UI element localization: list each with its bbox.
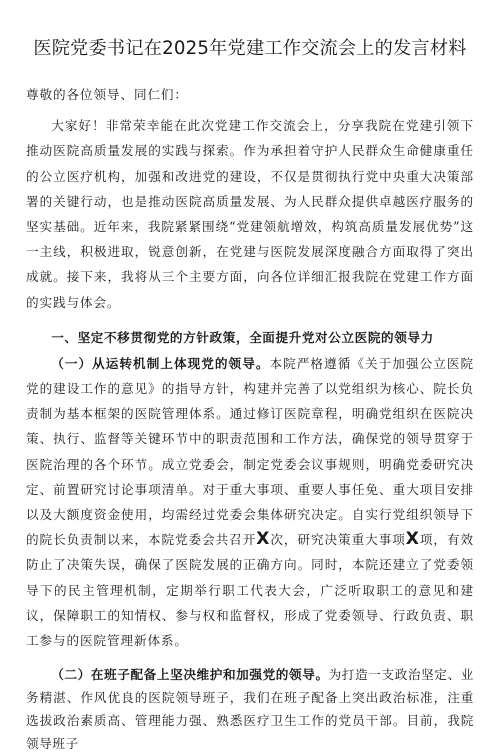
sub-section-2-heading: （二）在班子配备上坚决维护和加强党的领导。: [51, 667, 329, 683]
sub-section-1-paragraph: [26, 351, 474, 653]
greeting: 尊敬的各位领导、同仁们：: [26, 87, 188, 102]
spacer: [26, 653, 474, 663]
placeholder-mark: X: [405, 529, 420, 550]
sub-section-2-text: 为打造一支政治坚定、业务精湛、作风优良的医院领导班子，我们在班子配备上突出政治标准，注重选拔政治素质高、管理能力强、熟悉医疗卫生工作的党员干部。目前，我院领导班子: [26, 667, 474, 752]
sub-section-1-text-b: 次，研究决策重大事项: [270, 532, 406, 548]
spacer: [26, 315, 474, 325]
document-title: 医院党委书记在2025年党建工作交流会上的发言材料: [33, 38, 467, 59]
sub-section-1-text-c: 项，有效防止了决策失误，确保了医院发展的正确方向。同时，本院还建立了党委领导下的民主管理机制，定期举行职工代表大会，广泛听取职工的意见和建议，保障职工的知情权、参与权和监督权，形成了党委领导、行政负责、职工参与的医院管理新体系。: [26, 532, 474, 649]
placeholder-mark: X: [256, 529, 271, 550]
sub-section-1-heading: （一）从运转机制上体现党的领导。: [51, 355, 270, 371]
sub-section-2-paragraph: [26, 663, 474, 755]
section-1-heading: 一、坚定不移贯彻党的方针政策，全面提升党对公立医院的领导力: [51, 329, 434, 345]
intro-paragraph: 大家好！非常荣幸能在此次党建工作交流会上，分享我院在党建引领下推动医院高质量发展的实践与探索。作为承担着守护人民群众生命健康重任的公立医疗机构，加强和改进党的建设，不仅是贯彻执行党中央重大决策部署的关键行动，也是推动医院高质量发展、为人民群众提供卓越医疗服务的坚实基础。近年来，我院紧紧围绕“党建领航增效，构筑高质量发展优势”这一主线，积极进取，锐意创新，在党建与医院发展深度融合方面取得了突出成就。接下来，我将从三个主要方面，向各位详细汇报我院在党建工作方面的实践与体会。: [26, 118, 474, 310]
sub-section-1-text-a: 本院严格遵循《关于加强公立医院党的建设工作的意见》的指导方针，构建并完善了以党组织为核心、院长负责制为基本框架的医院管理体系。通过修订医院章程，明确党组织在医院决策、执行、监督等关键环节中的职责范围和工作方法，确保党的领导贯穿于医院治理的各个环节。成立党委会，制定党委会议事规则，明确党委研究决定、前置研究讨论事项清单。对于重大事项、重要人事任免、重大项目安排以及大额度资金使用，均需经过党委会集体研究决定。自实行党组织领导下的院长负责制以来，本院党委会共召开: [26, 355, 475, 548]
